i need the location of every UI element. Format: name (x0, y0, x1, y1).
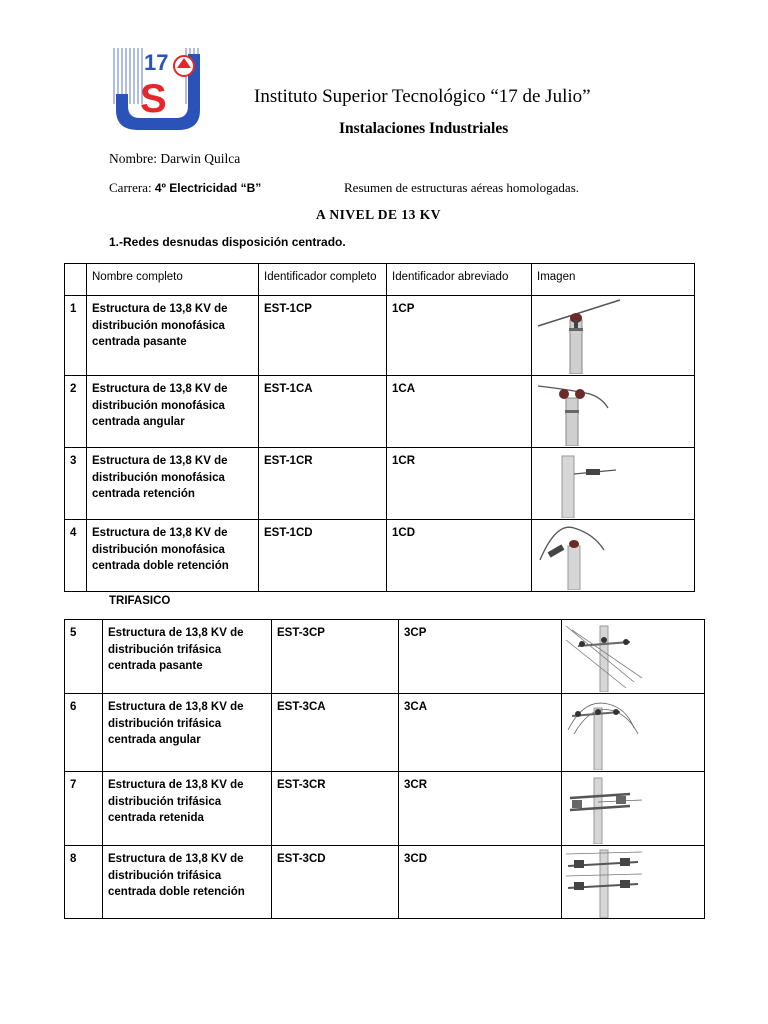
row-id: EST-1CR (259, 448, 387, 520)
career-label: Carrera: (109, 180, 152, 195)
row-name: Estructura de 13,8 KV de distribución trifásica centrada doble retención (103, 846, 272, 919)
pole-1cr-image (546, 448, 626, 518)
row-id: EST-3CD (272, 846, 399, 919)
svg-text:17: 17 (144, 50, 169, 75)
row-abbr: 1CA (387, 376, 532, 448)
row-image-cell (532, 448, 695, 520)
row-id: EST-3CP (272, 620, 399, 694)
student-name-line (109, 151, 240, 167)
table-row (65, 376, 695, 448)
pole-1ca-image (536, 376, 616, 446)
row-id: EST-1CD (259, 520, 387, 592)
row-name: Estructura de 13,8 KV de distribución trifásica centrada retenida (103, 772, 272, 846)
section-heading-trifasico: TRIFASICO (109, 595, 171, 607)
header-cell-number (65, 264, 87, 296)
row-number: 2 (65, 376, 87, 448)
structures-table-triphase (64, 619, 705, 919)
row-name: Estructura de 13,8 KV de distribución trifásica centrada angular (103, 694, 272, 772)
row-number: 5 (65, 620, 103, 694)
row-number: 3 (65, 448, 87, 520)
summary-text: Resumen de estructuras aéreas homologadas. (344, 180, 580, 195)
row-abbr: 3CD (399, 846, 562, 919)
row-name: Estructura de 13,8 KV de distribución monofásica centrada doble retención (87, 520, 259, 592)
row-image-cell (532, 520, 695, 592)
level-heading: A NIVEL DE 13 KV (316, 207, 442, 222)
name-label: Nombre: (109, 151, 157, 166)
row-abbr: 3CR (399, 772, 562, 846)
row-number: 8 (65, 846, 103, 919)
subject-title: Instalaciones Industriales (339, 120, 509, 137)
logo-graphic (108, 44, 206, 134)
header-cell-abbr: Identificador abreviado (387, 264, 532, 296)
section-heading: 1.-Redes desnudas disposición centrado. (109, 235, 346, 249)
pole-3cd-image (564, 846, 644, 918)
row-name: Estructura de 13,8 KV de distribución monofásica centrada angular (87, 376, 259, 448)
row-image-cell (532, 376, 695, 448)
row-abbr: 3CA (399, 694, 562, 772)
row-image-cell (562, 846, 705, 919)
row-abbr: 1CR (387, 448, 532, 520)
row-id: EST-1CA (259, 376, 387, 448)
table-row (65, 620, 705, 694)
row-name: Estructura de 13,8 KV de distribución trifásica centrada pasante (103, 620, 272, 694)
name-value: Darwin Quilca (160, 151, 241, 166)
table-row (65, 296, 695, 376)
row-id: EST-3CA (272, 694, 399, 772)
table-header-row (65, 264, 695, 296)
career-line (109, 180, 261, 196)
table-row (65, 448, 695, 520)
pole-3ca-image (564, 694, 644, 770)
row-name: Estructura de 13,8 KV de distribución monofásica centrada pasante (87, 296, 259, 376)
svg-text:S: S (140, 77, 167, 121)
header-cell-name: Nombre completo (87, 264, 259, 296)
header-cell-id: Identificador completo (259, 264, 387, 296)
row-image-cell (562, 620, 705, 694)
table-row (65, 520, 695, 592)
row-number: 7 (65, 772, 103, 846)
institute-title: Instituto Superior Tecnológico “17 de Julio” (254, 86, 591, 107)
row-image-cell (562, 694, 705, 772)
institute-logo (108, 44, 206, 134)
row-id: EST-1CP (259, 296, 387, 376)
row-abbr: 1CD (387, 520, 532, 592)
pole-3cp-image (564, 620, 644, 692)
pole-1cp-image (536, 296, 626, 374)
pole-3cr-image (564, 772, 644, 844)
row-number: 6 (65, 694, 103, 772)
row-image-cell (562, 772, 705, 846)
table-row (65, 846, 705, 919)
row-number: 1 (65, 296, 87, 376)
row-id: EST-3CR (272, 772, 399, 846)
row-abbr: 3CP (399, 620, 562, 694)
pole-1cd-image (536, 520, 616, 590)
career-value: 4º Electricidad “B” (154, 181, 262, 195)
row-number: 4 (65, 520, 87, 592)
table-row (65, 694, 705, 772)
row-name: Estructura de 13,8 KV de distribución monofásica centrada retención (87, 448, 259, 520)
row-abbr: 1CP (387, 296, 532, 376)
header-cell-image: Imagen (532, 264, 695, 296)
table-row (65, 772, 705, 846)
row-image-cell (532, 296, 695, 376)
structures-table-monophase (64, 263, 695, 592)
